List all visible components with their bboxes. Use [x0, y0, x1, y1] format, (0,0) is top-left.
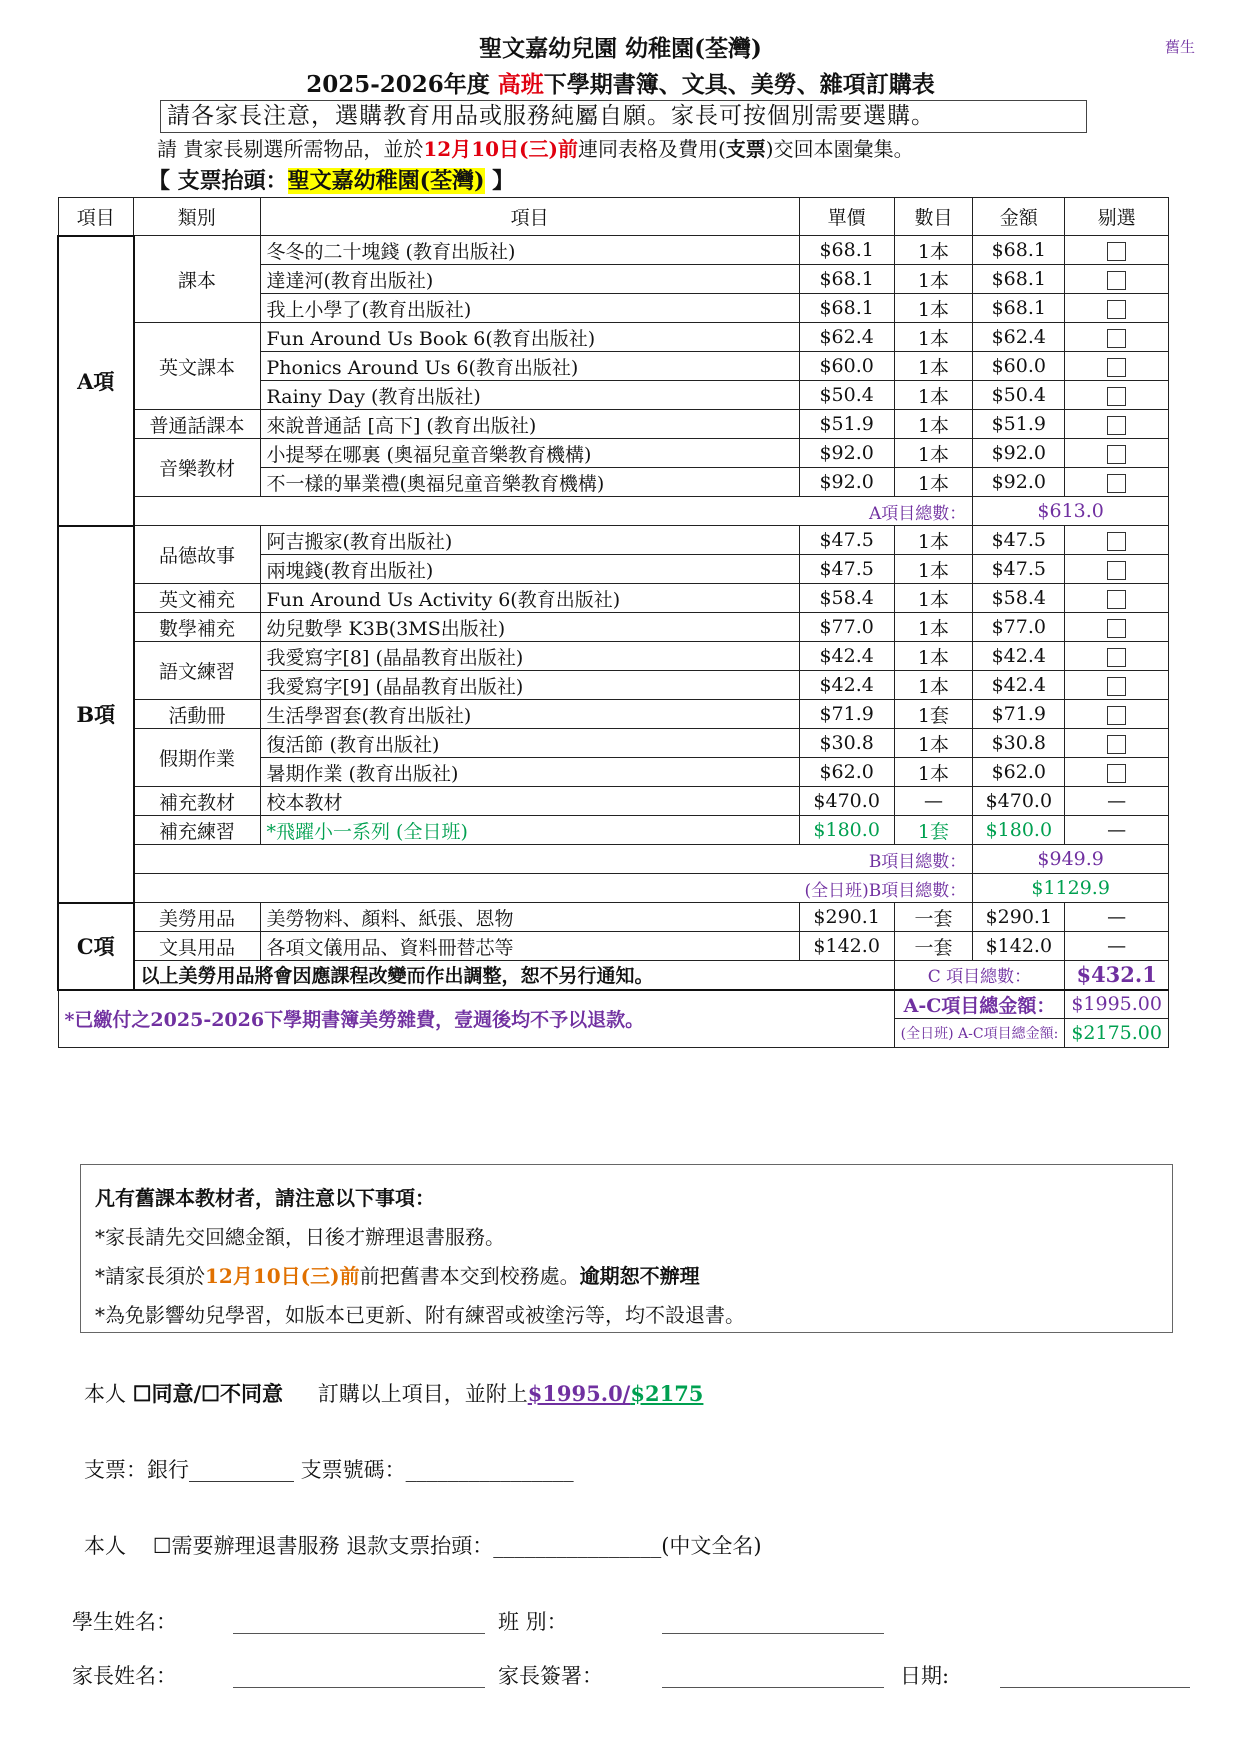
table-row [58, 642, 1169, 671]
select-cell [1065, 265, 1169, 294]
refund-note: *已繳付之2025-2026下學期書簿美勞雜費，壹週後均不予以退款。 [58, 990, 894, 1048]
instruction-a: 請 貴家長剔選所需物品，並於 [157, 137, 424, 161]
notes-line-3: *為免影響幼兒學習，如版本已更新、附有練習或被塗污等，均不設退書。 [95, 1303, 745, 1327]
notes-line-1: *家長請先交回總金額，日後才辦理退書服務。 [95, 1225, 505, 1249]
unit-price: $68.1 [799, 265, 894, 294]
select-cell [1065, 236, 1169, 265]
select-cell [1065, 410, 1169, 439]
total-label: A項目總數： [134, 497, 973, 526]
select-checkbox[interactable] [1107, 387, 1126, 406]
unit-price: $68.1 [799, 236, 894, 265]
art-adjust-note: 以上美勞用品將會因應課程改變而作出調整，恕不另行通知。 [134, 961, 895, 990]
item-name: 小提琴在哪裏 (奧福兒童音樂教育機構) [260, 439, 799, 468]
title-prefix: 2025-2026年度 [306, 71, 498, 98]
select-cell: — [1065, 932, 1169, 961]
refund-line [84, 1530, 762, 1560]
category-cell: 活動冊 [134, 700, 260, 729]
amount: $68.1 [973, 265, 1065, 294]
category-cell: 音樂教材 [134, 439, 260, 497]
cheque-line[interactable]: 支票：銀行__________ 支票號碼：________________ [84, 1458, 574, 1482]
amount-half-day: $1995.0/ [527, 1381, 631, 1406]
category-cell: 英文課本 [134, 323, 260, 410]
section-label: B項 [58, 526, 134, 903]
quantity: 1本 [894, 555, 973, 584]
amount: $77.0 [973, 613, 1065, 642]
total-label: B項目總數： [134, 845, 973, 874]
select-cell [1065, 439, 1169, 468]
item-name: 幼兒數學 K3B(3MS出版社) [260, 613, 799, 642]
consent-line [84, 1378, 703, 1408]
instruction-b: 連同表格及費用( [577, 137, 726, 161]
total-label: C 項目總數： [894, 961, 1065, 990]
student-name-field[interactable] [233, 1632, 485, 1634]
item-name: 我愛寫字[8] (晶晶教育出版社) [260, 642, 799, 671]
consent-text: 訂購以上項目，並附上 [317, 1382, 528, 1406]
table-row [58, 439, 1169, 468]
quantity: 1本 [894, 526, 973, 555]
select-cell [1065, 671, 1169, 700]
quantity: — [894, 787, 973, 816]
select-checkbox[interactable] [1107, 474, 1126, 493]
category-cell: 美勞用品 [134, 903, 260, 932]
unit-price: $58.4 [799, 584, 894, 613]
select-cell: — [1065, 903, 1169, 932]
select-cell [1065, 468, 1169, 497]
unit-price: $77.0 [799, 613, 894, 642]
select-checkbox[interactable] [1107, 648, 1126, 667]
unit-price: $470.0 [799, 787, 894, 816]
select-cell [1065, 526, 1169, 555]
unit-price: $290.1 [799, 903, 894, 932]
item-name: Fun Around Us Activity 6(教育出版社) [260, 584, 799, 613]
amount: $71.9 [973, 700, 1065, 729]
category-cell: 補充練習 [134, 816, 260, 845]
item-name: Phonics Around Us 6(教育出版社) [260, 352, 799, 381]
quantity: 1本 [894, 352, 973, 381]
amount: $92.0 [973, 439, 1065, 468]
item-name: Rainy Day (教育出版社) [260, 381, 799, 410]
select-checkbox[interactable] [1107, 445, 1126, 464]
section-label: C項 [58, 903, 134, 990]
amount: $47.5 [973, 555, 1065, 584]
select-cell [1065, 323, 1169, 352]
select-cell [1065, 294, 1169, 323]
category-cell: 文具用品 [134, 932, 260, 961]
class-field[interactable] [662, 1632, 884, 1634]
select-checkbox[interactable] [1107, 735, 1126, 754]
amount: $42.4 [973, 642, 1065, 671]
parent-name-label: 家長姓名： [72, 1664, 177, 1688]
form-title [0, 66, 1241, 99]
category-cell: 英文補充 [134, 584, 260, 613]
unit-price: $60.0 [799, 352, 894, 381]
cheque-payee [148, 164, 514, 195]
unit-price: $30.8 [799, 729, 894, 758]
total-value: $613.0 [973, 497, 1169, 526]
cheque-prefix: 【 支票抬頭： [148, 168, 288, 194]
table-row [58, 903, 1169, 932]
old-books-notes [80, 1164, 1173, 1333]
table-row [58, 816, 1169, 845]
quantity: 1本 [894, 613, 973, 642]
quantity: 1本 [894, 758, 973, 787]
amount: $62.4 [973, 323, 1065, 352]
amount: $58.4 [973, 584, 1065, 613]
table-row [58, 787, 1169, 816]
select-checkbox[interactable] [1107, 271, 1126, 290]
select-checkbox[interactable] [1107, 764, 1126, 783]
consent-prefix: 本人 [84, 1382, 126, 1406]
amount: $142.0 [973, 932, 1065, 961]
quantity: 1本 [894, 236, 973, 265]
select-cell [1065, 584, 1169, 613]
table-row [58, 323, 1169, 352]
unit-price: $50.4 [799, 381, 894, 410]
category-cell: 普通話課本 [134, 410, 260, 439]
school-name: 聖文嘉幼兒園 幼稚園(荃灣) [479, 35, 762, 62]
unit-price: $62.0 [799, 758, 894, 787]
amount: $180.0 [973, 816, 1065, 845]
order-table [57, 197, 1169, 1048]
unit-price: $68.1 [799, 294, 894, 323]
item-name: *飛躍小一系列 (全日班) [260, 816, 799, 845]
notes-line-2 [95, 1257, 1158, 1296]
unit-price: $71.9 [799, 700, 894, 729]
quantity: 1本 [894, 468, 973, 497]
title-class: 高班 [497, 71, 544, 98]
amount: $68.1 [973, 236, 1065, 265]
unit-price: $142.0 [799, 932, 894, 961]
amount: $60.0 [973, 352, 1065, 381]
notes-line-2b: 前把舊書本交到校務處。 [359, 1264, 580, 1288]
item-name: 校本教材 [260, 787, 799, 816]
notes-heading: 凡有舊課本教材者，請注意以下事項： [95, 1186, 435, 1210]
parent-signature-field[interactable] [662, 1686, 884, 1688]
quantity: 1本 [894, 671, 973, 700]
item-name: 達達河(教育出版社) [260, 265, 799, 294]
amount-full-day: $2175 [630, 1381, 704, 1406]
item-name: 我愛寫字[9] (晶晶教育出版社) [260, 671, 799, 700]
quantity: 1本 [894, 265, 973, 294]
notes-overdue: 逾期恕不辦理 [579, 1264, 700, 1288]
quantity: 1本 [894, 439, 973, 468]
total-row [58, 961, 1169, 990]
grand-total-row [58, 990, 1169, 1019]
amount: $290.1 [973, 903, 1065, 932]
category-cell: 語文練習 [134, 642, 260, 700]
unit-price: $47.5 [799, 555, 894, 584]
unit-price: $92.0 [799, 439, 894, 468]
item-name: 阿吉搬家(教育出版社) [260, 526, 799, 555]
parent-name-field[interactable] [233, 1686, 485, 1688]
student-name-label: 學生姓名： [72, 1610, 177, 1634]
unit-price: $42.4 [799, 642, 894, 671]
select-checkbox[interactable] [1107, 358, 1126, 377]
category-cell: 補充教材 [134, 787, 260, 816]
date-field[interactable] [1000, 1686, 1190, 1688]
instruction [157, 133, 914, 162]
title-suffix: 下學期書簿、文具、美勞、雜項訂購表 [543, 71, 935, 98]
amount: $92.0 [973, 468, 1065, 497]
refund-checkbox[interactable]: ☐需要辦理退書服務 退款支票抬頭：________________(中文全名) [152, 1534, 762, 1558]
section-label: A項 [58, 236, 134, 526]
amount: $62.0 [973, 758, 1065, 787]
item-name: 各項文儀用品、資料冊替芯等 [260, 932, 799, 961]
quantity: 1本 [894, 584, 973, 613]
quantity: 一套 [894, 932, 973, 961]
unit-price: $42.4 [799, 671, 894, 700]
col-header: 單價 [799, 198, 894, 236]
select-checkbox[interactable] [1107, 329, 1126, 348]
select-cell [1065, 381, 1169, 410]
select-cell [1065, 729, 1169, 758]
table-row [58, 584, 1169, 613]
instruction-c: )交回本園彙集。 [765, 137, 914, 161]
voluntary-notice: 請各家長注意，選購教育用品或服務純屬自願。家長可按個別需要選購。 [160, 100, 1087, 133]
select-checkbox[interactable] [1107, 590, 1126, 609]
table-row [58, 236, 1169, 265]
col-header: 金額 [973, 198, 1065, 236]
item-name: 美勞物料、顏料、紙張、恩物 [260, 903, 799, 932]
grand-total-label: A-C項目總金額： [894, 990, 1065, 1019]
select-cell [1065, 352, 1169, 381]
notes-date: 12月10日(三)前 [205, 1264, 360, 1288]
quantity: 1本 [894, 410, 973, 439]
total-value: $1129.9 [973, 874, 1169, 903]
amount: $50.4 [973, 381, 1065, 410]
item-name: 生活學習套(教育出版社) [260, 700, 799, 729]
total-label: (全日班)B項目總數： [134, 874, 973, 903]
refund-prefix: 本人 [84, 1534, 126, 1558]
notes-line-2a: *請家長須於 [95, 1264, 205, 1288]
cheque-payee-name: 聖文嘉幼稚園(荃灣) [287, 168, 485, 194]
amount: $47.5 [973, 526, 1065, 555]
quantity: 1本 [894, 642, 973, 671]
instruction-bold: 支票 [725, 137, 766, 161]
amount: $30.8 [973, 729, 1065, 758]
select-cell: — [1065, 816, 1169, 845]
amount: $42.4 [973, 671, 1065, 700]
table-header-row [58, 198, 1169, 236]
quantity: 1本 [894, 381, 973, 410]
unit-price: $47.5 [799, 526, 894, 555]
item-name: 復活節 (教育出版社) [260, 729, 799, 758]
total-value: $432.1 [1065, 961, 1169, 990]
table-row [58, 700, 1169, 729]
col-header: 數目 [894, 198, 973, 236]
unit-price: $180.0 [799, 816, 894, 845]
select-checkbox[interactable] [1107, 300, 1126, 319]
select-checkbox[interactable] [1107, 706, 1126, 725]
quantity: 1本 [894, 323, 973, 352]
table-row [58, 932, 1169, 961]
amount: $470.0 [973, 787, 1065, 816]
instruction-date: 12月10日(三)前 [423, 137, 578, 161]
table-row [58, 526, 1169, 555]
fullday-grand-total-value: $2175.00 [1065, 1019, 1169, 1048]
select-checkbox[interactable] [1107, 242, 1126, 261]
select-checkbox[interactable] [1107, 677, 1126, 696]
amount: $51.9 [973, 410, 1065, 439]
select-cell [1065, 613, 1169, 642]
total-row [58, 874, 1169, 903]
select-cell [1065, 700, 1169, 729]
table-row [58, 410, 1169, 439]
quantity: 1本 [894, 729, 973, 758]
item-name: 兩塊錢(教育出版社) [260, 555, 799, 584]
table-row [58, 729, 1169, 758]
select-checkbox[interactable] [1107, 416, 1126, 435]
fullday-grand-total-label: (全日班) A-C項目總金額: [894, 1019, 1065, 1048]
table-row [58, 613, 1169, 642]
category-cell: 課本 [134, 236, 260, 323]
item-name: 暑期作業 (教育出版社) [260, 758, 799, 787]
select-cell [1065, 555, 1169, 584]
total-value: $949.9 [973, 845, 1169, 874]
total-row [58, 497, 1169, 526]
select-cell: — [1065, 787, 1169, 816]
item-name: 冬冬的二十塊錢 (教育出版社) [260, 236, 799, 265]
item-name: 來說普通話 [高下] (教育出版社) [260, 410, 799, 439]
cheque-suffix: 】 [484, 168, 515, 194]
select-checkbox[interactable] [1107, 619, 1126, 638]
item-name: 我上小學了(教育出版社) [260, 294, 799, 323]
date-label: 日期: [900, 1664, 950, 1688]
item-name: Fun Around Us Book 6(教育出版社) [260, 323, 799, 352]
select-cell [1065, 642, 1169, 671]
category-cell: 品德故事 [134, 526, 260, 584]
class-label: 班 別： [498, 1610, 568, 1634]
col-header: 類別 [134, 198, 260, 236]
quantity: 1套 [894, 700, 973, 729]
quantity: 1套 [894, 816, 973, 845]
quantity: 1本 [894, 294, 973, 323]
total-row [58, 845, 1169, 874]
category-cell: 假期作業 [134, 729, 260, 787]
select-checkbox[interactable] [1107, 561, 1126, 580]
grand-total-value: $1995.00 [1065, 990, 1169, 1019]
amount: $68.1 [973, 294, 1065, 323]
unit-price: $62.4 [799, 323, 894, 352]
item-name: 不一樣的畢業禮(奧福兒童音樂教育機構) [260, 468, 799, 497]
col-header: 項目 [260, 198, 799, 236]
col-header: 項目 [58, 198, 134, 236]
select-checkbox[interactable] [1107, 532, 1126, 551]
select-cell [1065, 758, 1169, 787]
parent-signature-label: 家長簽署： [498, 1664, 603, 1688]
agree-checkbox[interactable]: ☐同意/☐不同意 [132, 1381, 284, 1406]
col-header: 剔選 [1065, 198, 1169, 236]
quantity: 一套 [894, 903, 973, 932]
category-cell: 數學補充 [134, 613, 260, 642]
unit-price: $51.9 [799, 410, 894, 439]
unit-price: $92.0 [799, 468, 894, 497]
student-type-tag: 舊生 [1165, 38, 1196, 56]
